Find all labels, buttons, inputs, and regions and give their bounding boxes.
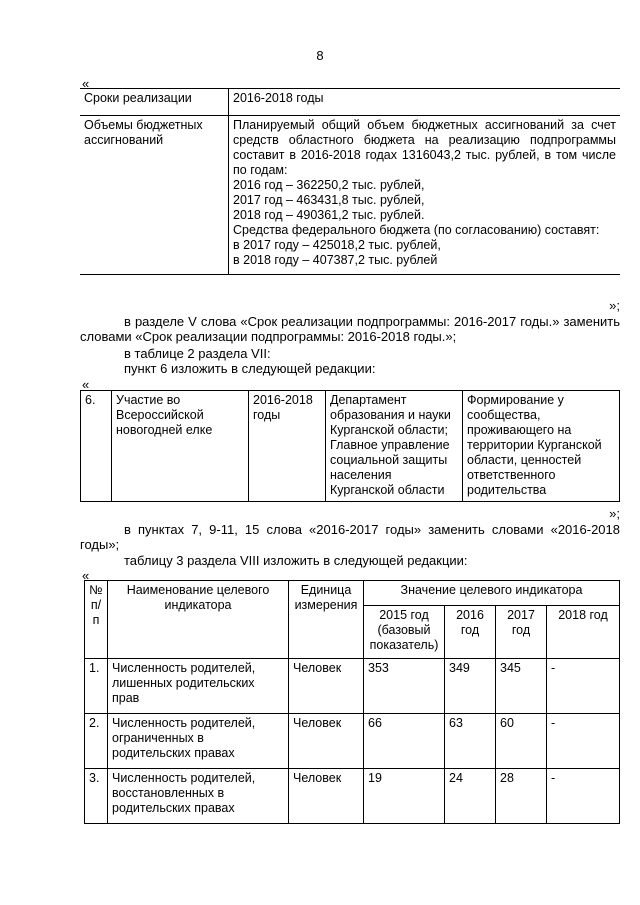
- passport-label: Сроки реализации: [80, 89, 229, 116]
- row-2015: 353: [364, 659, 445, 714]
- activity-num: 6.: [81, 391, 112, 502]
- col-header-unit: Единица измерения: [289, 581, 364, 659]
- row-2016: 63: [445, 714, 496, 769]
- budget-text: Средства федерального бюджета (по согласованию) составят:: [233, 223, 600, 237]
- row-2017: 28: [496, 769, 547, 824]
- passport-label: Объемы бюджетных ассигнований: [80, 116, 229, 275]
- passport-value: [229, 116, 621, 275]
- table-row: [80, 116, 620, 275]
- row-name: Численность родителей, ограниченных в родительских правах: [108, 714, 289, 769]
- row-2015: 66: [364, 714, 445, 769]
- row-2016: 349: [445, 659, 496, 714]
- activity-event: Участие во Всероссийской новогодней елке: [112, 391, 249, 502]
- budget-line: 2017 год – 463431,8 тыс. рублей,: [233, 193, 425, 207]
- table-row: [85, 769, 620, 824]
- row-unit: Человек: [289, 659, 364, 714]
- row-unit: Человек: [289, 714, 364, 769]
- row-num: 2.: [85, 714, 108, 769]
- activity-period: 2016-2018 годы: [249, 391, 326, 502]
- quote-close-2: »;: [609, 506, 620, 521]
- quote-open-2: «: [82, 377, 90, 392]
- table-row: [85, 659, 620, 714]
- page-number: 8: [316, 48, 324, 63]
- budget-line: в 2017 году – 425018,2 тыс. рублей,: [233, 238, 441, 252]
- paragraph: в таблице 2 раздела VII:: [124, 346, 271, 361]
- row-num: 3.: [85, 769, 108, 824]
- col-header-value: Значение целевого индикатора: [364, 581, 620, 606]
- col-header-2017: 2017 год: [496, 606, 547, 659]
- paragraph: пункт 6 изложить в следующей редакции:: [124, 361, 376, 376]
- quote-close-1: »;: [609, 298, 620, 313]
- col-header-2018: 2018 год: [547, 606, 620, 659]
- passport-value: 2016-2018 годы: [229, 89, 621, 116]
- budget-text: Планируемый общий объем бюджетных ассигнований за счет средств областного бюджета на реализацию подпрограммы составит в 2016-2018 годах 1316043,2 тыс. рублей, в том числе по годам:: [233, 118, 616, 177]
- row-name: Численность родителей, восстановленных в родительских правах: [108, 769, 289, 824]
- row-2018: -: [547, 769, 620, 824]
- paragraph: в пунктах 7, 9-11, 15 слова «2016-2017 годы» заменить словами «2016-2018 годы»;: [80, 522, 620, 552]
- row-2016: 24: [445, 769, 496, 824]
- col-header-num: № п/п: [85, 581, 108, 659]
- paragraph: таблицу 3 раздела VIII изложить в следующей редакции:: [124, 553, 468, 568]
- col-header-2016: 2016 год: [445, 606, 496, 659]
- row-2018: -: [547, 714, 620, 769]
- row-2018: -: [547, 659, 620, 714]
- row-2015: 19: [364, 769, 445, 824]
- activity-executors: Департамент образования и науки Курганской области; Главное управление социальной защиты населения Курганской области: [326, 391, 463, 502]
- subprogram-passport-table: [80, 88, 620, 275]
- budget-line: 2016 год – 362250,2 тыс. рублей,: [233, 178, 425, 192]
- paragraph: в разделе V слова «Срок реализации подпрограммы: 2016-2017 годы.» заменить словами «Срок реализации подпрограммы: 2016-2018 годы.»;: [80, 314, 620, 344]
- activity-result: Формирование у сообщества, проживающего на территории Курганской области, ценностей ответственного родительства: [463, 391, 620, 502]
- indicator-table: [84, 580, 620, 824]
- col-header-2015: 2015 год (базовый показатель): [364, 606, 445, 659]
- budget-line: в 2018 году – 407387,2 тыс. рублей: [233, 253, 438, 267]
- row-num: 1.: [85, 659, 108, 714]
- col-header-name: Наименование целевого индикатора: [108, 581, 289, 659]
- activity-table: [80, 390, 620, 502]
- table-row: [81, 391, 620, 502]
- row-name: Численность родителей, лишенных родительских прав: [108, 659, 289, 714]
- row-2017: 345: [496, 659, 547, 714]
- table-row: [85, 714, 620, 769]
- row-2017: 60: [496, 714, 547, 769]
- table-header-row: [85, 581, 620, 606]
- budget-line: 2018 год – 490361,2 тыс. рублей.: [233, 208, 425, 222]
- table-row: [80, 89, 620, 116]
- row-unit: Человек: [289, 769, 364, 824]
- quote-open-3: «: [82, 568, 90, 583]
- quote-open-1: «: [82, 76, 90, 91]
